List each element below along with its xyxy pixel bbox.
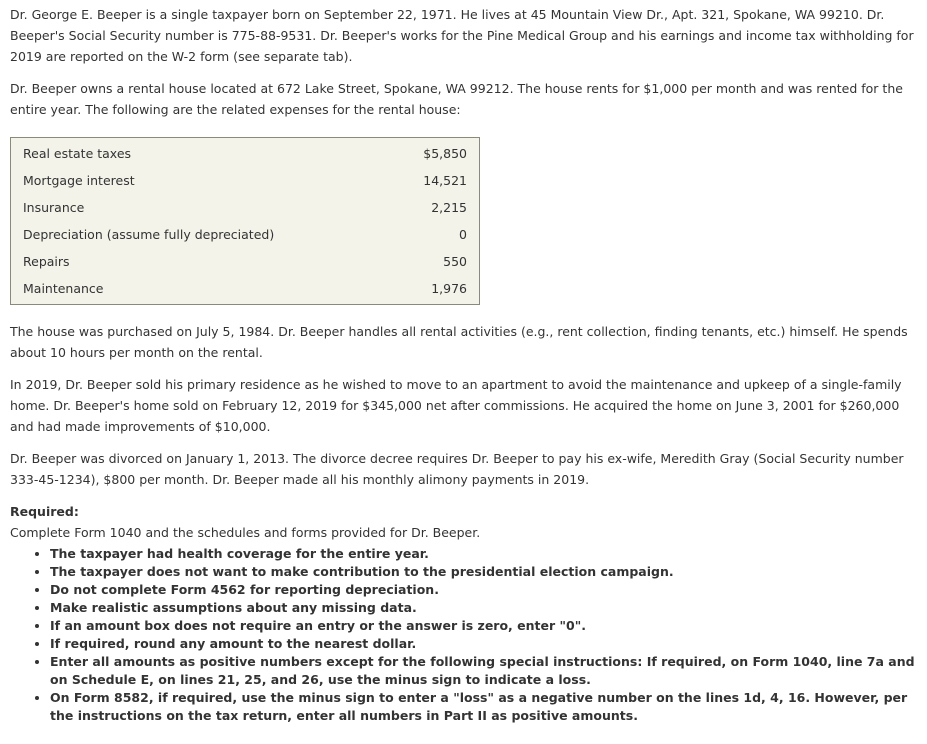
table-row — [11, 248, 480, 275]
intro-paragraph: Dr. George E. Beeper is a single taxpayer born on September 22, 1971. He lives at 45 Mountain View Dr., Apt. 321, Spokane, WA 99210. Dr. Beeper's Social Security number is 775-88-9531. Dr. Beeper's works for the Pine Medical Group and his earnings and income tax withholding for 2019 are reported on the W-2 form (see separate tab). — [10, 7, 914, 64]
list-item: • Do not complete Form 4562 for reporting depreciation. — [50, 581, 917, 599]
expense-amount: 550 — [443, 254, 467, 269]
list-item: • If an amount box does not require an entry or the answer is zero, enter "0". — [50, 617, 917, 635]
expense-amount: 2,215 — [431, 200, 467, 215]
expense-amount: $5,850 — [423, 146, 467, 161]
table-row — [11, 221, 480, 248]
required-heading: Required: — [10, 504, 79, 519]
table-row — [11, 138, 480, 168]
expense-amount: 14,521 — [423, 173, 467, 188]
expense-label: Maintenance — [23, 281, 104, 296]
list-item: • The taxpayer does not want to make contribution to the presidential election campaign. — [50, 563, 917, 581]
expense-amount: 1,976 — [431, 281, 467, 296]
expense-amount: 0 — [459, 227, 467, 242]
divorce-paragraph: Dr. Beeper was divorced on January 1, 2013. The divorce decree requires Dr. Beeper to pay his ex-wife, Meredith Gray (Social Security number 333-45-1234), $800 per month. Dr. Beeper made all his monthly alimony payments in 2019. — [10, 451, 904, 487]
list-item: • Enter all amounts as positive numbers except for the following special instructions: If required, on Form 1040, line 7a and on Schedule E, on lines 21, 25, and 26, use the minus sign to indicate a loss. — [50, 653, 917, 689]
expense-label: Repairs — [23, 254, 70, 269]
expense-label: Depreciation (assume fully depreciated) — [23, 227, 275, 242]
list-item: • Make realistic assumptions about any missing data. — [50, 599, 917, 617]
expense-label: Real estate taxes — [23, 146, 132, 161]
purchase-paragraph: The house was purchased on July 5, 1984. Dr. Beeper handles all rental activities (e.g., rent collection, finding tenants, etc.) himself. He spends about 10 hours per month on the rental. — [10, 324, 908, 360]
list-item: • The taxpayer had health coverage for the entire year. — [50, 545, 917, 563]
list-item: • If required, round any amount to the nearest dollar. — [50, 635, 917, 653]
expense-label: Insurance — [23, 200, 85, 215]
instructions-list — [10, 545, 917, 725]
required-text: Complete Form 1040 and the schedules and forms provided for Dr. Beeper. — [10, 525, 481, 540]
sale-paragraph: In 2019, Dr. Beeper sold his primary residence as he wished to move to an apartment to avoid the maintenance and upkeep of a single-family home. Dr. Beeper's home sold on February 12, 2019 for $345,000 net after commissions. He acquired the home on June 3, 2001 for $260,000 and had made improvements of $10,000. — [10, 377, 902, 434]
rental-expenses-table — [10, 137, 480, 305]
table-row — [11, 275, 480, 305]
list-item: • On Form 8582, if required, use the minus sign to enter a "loss" as a negative number on the lines 1d, 4, 16. However, per the instructions on the tax return, enter all numbers in Part II as positive amounts. — [50, 689, 917, 725]
expense-label: Mortgage interest — [23, 173, 135, 188]
table-row — [11, 194, 480, 221]
rental-paragraph: Dr. Beeper owns a rental house located at 672 Lake Street, Spokane, WA 99212. The house rents for $1,000 per month and was rented for the entire year. The following are the related expenses for the rental house: — [10, 81, 903, 117]
table-row — [11, 167, 480, 194]
